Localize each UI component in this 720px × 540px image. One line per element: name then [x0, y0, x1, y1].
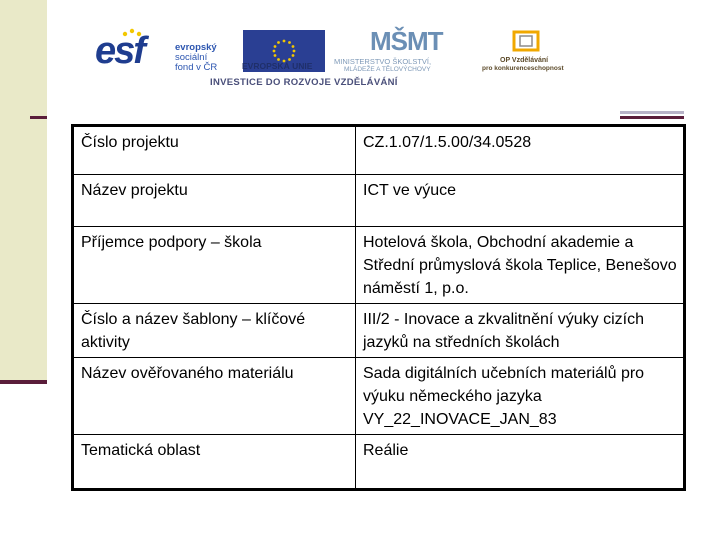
row-value: III/2 - Inovace a zkvalitnění výuky cizích jazyků na středních školách: [356, 304, 684, 358]
table-row: [74, 175, 684, 227]
msmt-line2: MLÁDEŽE A TĚLOVÝCHOVY: [344, 66, 431, 73]
invest-tagline: INVESTICE DO ROZVOJE VZDĚLÁVÁNÍ: [210, 77, 398, 88]
eu-label: EVROPSKÁ UNIE: [242, 61, 313, 71]
op-mark-icon: [502, 30, 550, 52]
row-key: Název projektu: [74, 175, 356, 227]
row-value: Hotelová škola, Obchodní akademie a Střední průmyslová škola Teplice, Benešovo náměstí 1, p.o.: [356, 227, 684, 304]
msmt-mark: MŠMT: [370, 26, 443, 56]
table-row: [74, 127, 684, 175]
esf-logo: [95, 28, 240, 76]
esf-line1: evropský: [175, 42, 217, 53]
row-value: Sada digitálních učebních materiálů pro výuku německého jazyka VY_22_INOVACE_JAN_83: [356, 358, 684, 435]
op-logo: [480, 30, 575, 74]
info-table: [73, 126, 684, 489]
row-key: Tematická oblast: [74, 435, 356, 489]
row-value: CZ.1.07/1.5.00/34.0528: [356, 127, 684, 175]
table-row: [74, 304, 684, 358]
row-value: Reálie: [356, 435, 684, 489]
left-decor-band: [0, 0, 47, 383]
msmt-logo: [334, 26, 474, 72]
left-bottom-line: [0, 380, 47, 384]
right-accent-line: [620, 116, 684, 119]
table-row: [74, 358, 684, 435]
msmt-line1: MINISTERSTVO ŠKOLSTVÍ,: [334, 57, 432, 66]
table-row: [74, 435, 684, 489]
project-info-table: [71, 124, 686, 491]
right-accent-line-light: [620, 111, 684, 114]
row-key: Název ověřovaného materiálu: [74, 358, 356, 435]
esf-line3: fond v ČR: [175, 62, 218, 73]
esf-text: [175, 43, 217, 73]
row-key: Číslo a název šablony – klíčové aktivity: [74, 304, 356, 358]
row-key: Číslo projektu: [74, 127, 356, 175]
esf-wordmark: esf: [95, 30, 144, 72]
op-line2: pro konkurenceschopnost: [482, 65, 564, 72]
table-row: [74, 227, 684, 304]
op-line1: OP Vzdělávání: [500, 57, 549, 64]
row-value: ICT ve výuce: [356, 175, 684, 227]
esf-line2: sociální: [175, 52, 208, 63]
row-key: Příjemce podpory – škola: [74, 227, 356, 304]
